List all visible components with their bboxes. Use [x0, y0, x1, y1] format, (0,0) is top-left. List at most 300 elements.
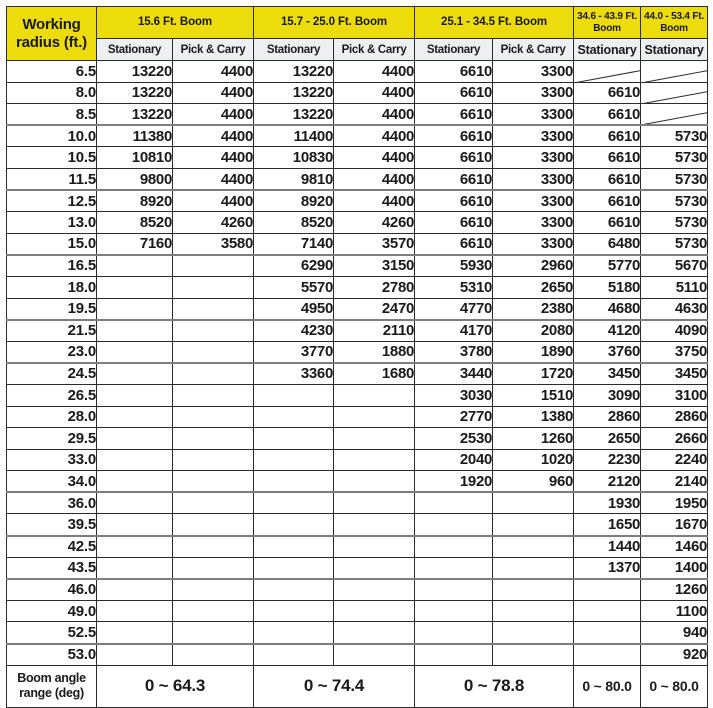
capacity-cell — [334, 644, 415, 666]
capacity-cell: 3580 — [173, 233, 254, 255]
capacity-cell — [97, 384, 173, 406]
boom-angle-range-row — [7, 665, 708, 707]
capacity-cell: 2120 — [574, 471, 641, 493]
capacity-cell — [254, 536, 334, 558]
table-body — [7, 61, 708, 666]
capacity-cell — [334, 622, 415, 644]
capacity-cell: 6610 — [415, 104, 493, 126]
capacity-cell: 4950 — [254, 298, 334, 320]
table-row — [7, 233, 708, 255]
capacity-cell: 1440 — [574, 536, 641, 558]
capacity-cell — [173, 471, 254, 493]
capacity-cell: 1020 — [493, 449, 574, 471]
subheader-g2-pick-and-carry: Pick & Carry — [334, 39, 415, 61]
capacity-cell: 6610 — [574, 104, 641, 126]
working-radius-value: 16.5 — [7, 255, 97, 277]
capacity-cell: 13220 — [97, 61, 173, 83]
capacity-cell: 4770 — [415, 298, 493, 320]
capacity-cell — [415, 579, 493, 601]
capacity-cell: 4260 — [173, 212, 254, 234]
capacity-cell-not-applicable — [641, 82, 708, 104]
capacity-cell — [254, 622, 334, 644]
capacity-cell: 1260 — [493, 428, 574, 450]
capacity-cell — [173, 600, 254, 622]
capacity-cell: 920 — [641, 644, 708, 666]
table-row — [7, 557, 708, 579]
capacity-cell: 4260 — [334, 212, 415, 234]
capacity-cell — [97, 644, 173, 666]
capacity-cell — [173, 644, 254, 666]
capacity-cell: 6610 — [574, 147, 641, 169]
capacity-cell: 13220 — [254, 61, 334, 83]
boom-angle-range-g5: 0 ~ 80.0 — [641, 665, 708, 707]
capacity-cell: 10830 — [254, 147, 334, 169]
working-radius-value: 18.0 — [7, 276, 97, 298]
capacity-cell — [254, 406, 334, 428]
capacity-cell — [493, 600, 574, 622]
table-row — [7, 147, 708, 169]
capacity-cell: 2770 — [415, 406, 493, 428]
capacity-cell: 6610 — [415, 190, 493, 212]
boom-group-header-2: 15.7 - 25.0 Ft. Boom — [254, 7, 415, 39]
working-radius-value: 21.5 — [7, 320, 97, 342]
boom-angle-range-g2: 0 ~ 74.4 — [254, 665, 415, 707]
boom-angle-label-line1: Boom angle — [17, 671, 86, 686]
working-radius-value: 6.5 — [7, 61, 97, 83]
table-row — [7, 384, 708, 406]
capacity-cell: 4120 — [574, 320, 641, 342]
capacity-cell: 1460 — [641, 536, 708, 558]
subheader-g2-stationary: Stationary — [254, 39, 334, 61]
capacity-cell — [97, 255, 173, 277]
subheader-g5-stationary: Stationary — [641, 39, 708, 61]
capacity-cell — [254, 449, 334, 471]
table-row — [7, 276, 708, 298]
capacity-cell: 4400 — [334, 147, 415, 169]
capacity-cell — [254, 384, 334, 406]
capacity-cell: 5930 — [415, 255, 493, 277]
capacity-cell: 3100 — [641, 384, 708, 406]
capacity-cell: 5730 — [641, 125, 708, 147]
capacity-cell: 8520 — [254, 212, 334, 234]
header-row-boom-groups — [7, 7, 708, 39]
table-row — [7, 622, 708, 644]
working-radius-value: 13.0 — [7, 212, 97, 234]
table-row — [7, 579, 708, 601]
capacity-cell — [173, 428, 254, 450]
table-row — [7, 298, 708, 320]
working-radius-line1: Working — [22, 16, 81, 34]
capacity-cell — [415, 600, 493, 622]
table-row — [7, 644, 708, 666]
capacity-cell — [574, 644, 641, 666]
capacity-cell: 5730 — [641, 168, 708, 190]
capacity-cell: 13220 — [97, 104, 173, 126]
capacity-cell: 1100 — [641, 600, 708, 622]
capacity-cell: 4680 — [574, 298, 641, 320]
capacity-cell — [97, 298, 173, 320]
working-radius-value: 24.5 — [7, 363, 97, 385]
capacity-cell: 4400 — [334, 82, 415, 104]
crane-load-chart-table — [6, 6, 708, 708]
working-radius-value: 29.5 — [7, 428, 97, 450]
table-footer — [7, 665, 708, 707]
capacity-cell: 1950 — [641, 492, 708, 514]
capacity-cell: 2650 — [493, 276, 574, 298]
capacity-cell — [254, 492, 334, 514]
capacity-cell — [334, 579, 415, 601]
capacity-cell — [415, 557, 493, 579]
table-row — [7, 212, 708, 234]
capacity-cell: 2860 — [574, 406, 641, 428]
capacity-cell — [574, 622, 641, 644]
capacity-cell: 3450 — [641, 363, 708, 385]
subheader-g3-pick-and-carry: Pick & Carry — [493, 39, 574, 61]
capacity-cell — [97, 600, 173, 622]
capacity-cell — [493, 536, 574, 558]
capacity-cell — [334, 406, 415, 428]
capacity-cell: 3440 — [415, 363, 493, 385]
capacity-cell: 5730 — [641, 212, 708, 234]
capacity-cell: 3450 — [574, 363, 641, 385]
working-radius-value: 19.5 — [7, 298, 97, 320]
capacity-cell: 5730 — [641, 233, 708, 255]
capacity-cell: 3750 — [641, 341, 708, 363]
capacity-cell-not-applicable — [641, 104, 708, 126]
capacity-cell — [254, 471, 334, 493]
capacity-cell: 6610 — [574, 212, 641, 234]
capacity-cell — [97, 276, 173, 298]
capacity-cell: 10810 — [97, 147, 173, 169]
capacity-cell: 2240 — [641, 449, 708, 471]
capacity-cell — [415, 492, 493, 514]
working-radius-value: 52.5 — [7, 622, 97, 644]
capacity-cell: 4170 — [415, 320, 493, 342]
table-row — [7, 255, 708, 277]
header-row-subcolumns — [7, 39, 708, 61]
capacity-cell-not-applicable — [574, 61, 641, 83]
capacity-cell: 4400 — [334, 104, 415, 126]
working-radius-value: 46.0 — [7, 579, 97, 601]
working-radius-value: 34.0 — [7, 471, 97, 493]
capacity-cell — [97, 449, 173, 471]
subheader-g1-stationary: Stationary — [97, 39, 173, 61]
capacity-cell: 7160 — [97, 233, 173, 255]
capacity-cell: 3300 — [493, 168, 574, 190]
capacity-cell — [254, 579, 334, 601]
boom-angle-label-line2: range (deg) — [19, 686, 84, 701]
capacity-cell: 6610 — [574, 168, 641, 190]
capacity-cell: 6610 — [574, 125, 641, 147]
capacity-cell: 6610 — [415, 147, 493, 169]
capacity-cell — [493, 557, 574, 579]
capacity-cell: 4400 — [334, 190, 415, 212]
capacity-cell: 5570 — [254, 276, 334, 298]
capacity-cell: 11400 — [254, 125, 334, 147]
capacity-cell: 5180 — [574, 276, 641, 298]
capacity-cell: 1380 — [493, 406, 574, 428]
capacity-cell: 6610 — [574, 82, 641, 104]
capacity-cell: 6610 — [415, 212, 493, 234]
capacity-cell — [97, 492, 173, 514]
table-row — [7, 320, 708, 342]
capacity-cell — [173, 536, 254, 558]
table-row — [7, 168, 708, 190]
capacity-cell — [173, 363, 254, 385]
table-row — [7, 341, 708, 363]
capacity-cell: 3300 — [493, 61, 574, 83]
capacity-cell: 13220 — [254, 104, 334, 126]
capacity-cell: 4630 — [641, 298, 708, 320]
capacity-cell — [493, 622, 574, 644]
capacity-cell — [334, 600, 415, 622]
capacity-cell: 2380 — [493, 298, 574, 320]
capacity-cell: 2230 — [574, 449, 641, 471]
table-row — [7, 104, 708, 126]
capacity-cell — [254, 514, 334, 536]
working-radius-value: 43.5 — [7, 557, 97, 579]
capacity-cell — [97, 471, 173, 493]
subheader-g1-pick-and-carry: Pick & Carry — [173, 39, 254, 61]
table-row — [7, 600, 708, 622]
capacity-cell: 4400 — [173, 168, 254, 190]
capacity-cell — [415, 514, 493, 536]
working-radius-value: 53.0 — [7, 644, 97, 666]
table-row — [7, 449, 708, 471]
capacity-cell: 1650 — [574, 514, 641, 536]
capacity-cell — [334, 471, 415, 493]
boom-angle-range-g3: 0 ~ 78.8 — [415, 665, 574, 707]
capacity-cell: 3150 — [334, 255, 415, 277]
capacity-cell — [173, 298, 254, 320]
capacity-cell — [173, 255, 254, 277]
capacity-cell: 3770 — [254, 341, 334, 363]
capacity-cell: 8920 — [97, 190, 173, 212]
capacity-cell: 1680 — [334, 363, 415, 385]
capacity-cell: 4400 — [173, 104, 254, 126]
capacity-cell — [334, 492, 415, 514]
capacity-cell: 3300 — [493, 190, 574, 212]
boom-angle-range-label — [7, 665, 97, 707]
capacity-cell: 4400 — [173, 190, 254, 212]
capacity-cell: 5730 — [641, 147, 708, 169]
table-row — [7, 406, 708, 428]
capacity-cell — [493, 579, 574, 601]
capacity-cell: 9800 — [97, 168, 173, 190]
boom-group-header-3: 25.1 - 34.5 Ft. Boom — [415, 7, 574, 39]
table-header — [7, 7, 708, 61]
capacity-cell: 1510 — [493, 384, 574, 406]
working-radius-value: 23.0 — [7, 341, 97, 363]
capacity-cell: 4400 — [334, 125, 415, 147]
capacity-cell: 1880 — [334, 341, 415, 363]
capacity-cell: 7140 — [254, 233, 334, 255]
capacity-cell: 6610 — [415, 168, 493, 190]
capacity-cell — [334, 536, 415, 558]
capacity-cell: 960 — [493, 471, 574, 493]
capacity-cell: 4400 — [173, 147, 254, 169]
capacity-cell — [173, 449, 254, 471]
capacity-cell: 5310 — [415, 276, 493, 298]
capacity-cell — [254, 644, 334, 666]
capacity-cell: 2110 — [334, 320, 415, 342]
capacity-cell: 8920 — [254, 190, 334, 212]
capacity-cell — [173, 492, 254, 514]
capacity-cell: 5110 — [641, 276, 708, 298]
working-radius-value: 26.5 — [7, 384, 97, 406]
capacity-cell: 3300 — [493, 125, 574, 147]
capacity-cell: 2650 — [574, 428, 641, 450]
capacity-cell: 4400 — [173, 61, 254, 83]
capacity-cell — [97, 406, 173, 428]
capacity-cell: 6610 — [415, 61, 493, 83]
capacity-cell: 5670 — [641, 255, 708, 277]
capacity-cell: 6290 — [254, 255, 334, 277]
capacity-cell: 1260 — [641, 579, 708, 601]
capacity-cell: 2660 — [641, 428, 708, 450]
working-radius-value: 15.0 — [7, 233, 97, 255]
capacity-cell: 6610 — [415, 233, 493, 255]
capacity-cell: 2780 — [334, 276, 415, 298]
capacity-cell — [97, 579, 173, 601]
working-radius-value: 36.0 — [7, 492, 97, 514]
table-row — [7, 190, 708, 212]
capacity-cell: 4400 — [173, 125, 254, 147]
capacity-cell — [97, 428, 173, 450]
capacity-cell — [334, 449, 415, 471]
capacity-cell: 3090 — [574, 384, 641, 406]
capacity-cell-not-applicable — [641, 61, 708, 83]
table-row — [7, 492, 708, 514]
capacity-cell: 1920 — [415, 471, 493, 493]
capacity-cell: 3760 — [574, 341, 641, 363]
capacity-cell: 2530 — [415, 428, 493, 450]
capacity-cell: 13220 — [97, 82, 173, 104]
capacity-cell: 6610 — [415, 125, 493, 147]
working-radius-value: 10.5 — [7, 147, 97, 169]
capacity-cell: 1930 — [574, 492, 641, 514]
working-radius-value: 42.5 — [7, 536, 97, 558]
capacity-cell — [254, 428, 334, 450]
table-row — [7, 82, 708, 104]
capacity-cell: 4400 — [173, 82, 254, 104]
table-row — [7, 514, 708, 536]
capacity-cell — [173, 406, 254, 428]
capacity-cell: 3300 — [493, 104, 574, 126]
table-row — [7, 536, 708, 558]
working-radius-value: 8.5 — [7, 104, 97, 126]
capacity-cell — [97, 320, 173, 342]
capacity-cell: 2860 — [641, 406, 708, 428]
table-row — [7, 428, 708, 450]
capacity-cell: 3300 — [493, 233, 574, 255]
capacity-cell — [173, 622, 254, 644]
capacity-cell: 1670 — [641, 514, 708, 536]
capacity-cell: 2040 — [415, 449, 493, 471]
capacity-cell — [493, 514, 574, 536]
boom-group-header-5: 44.0 - 53.4 Ft. Boom — [641, 7, 708, 39]
capacity-cell: 1890 — [493, 341, 574, 363]
working-radius-line2: radius (ft.) — [16, 33, 87, 51]
capacity-cell: 2080 — [493, 320, 574, 342]
working-radius-value: 49.0 — [7, 600, 97, 622]
capacity-cell: 6480 — [574, 233, 641, 255]
capacity-cell — [97, 536, 173, 558]
capacity-cell — [173, 514, 254, 536]
capacity-cell: 3780 — [415, 341, 493, 363]
working-radius-value: 33.0 — [7, 449, 97, 471]
capacity-cell: 8520 — [97, 212, 173, 234]
capacity-cell: 4230 — [254, 320, 334, 342]
table-row — [7, 61, 708, 83]
capacity-cell — [415, 536, 493, 558]
capacity-cell: 1400 — [641, 557, 708, 579]
capacity-cell: 6610 — [574, 190, 641, 212]
capacity-cell — [334, 557, 415, 579]
capacity-cell — [97, 363, 173, 385]
capacity-cell: 4400 — [334, 168, 415, 190]
capacity-cell — [173, 276, 254, 298]
capacity-cell: 3360 — [254, 363, 334, 385]
capacity-cell — [97, 514, 173, 536]
capacity-cell: 2960 — [493, 255, 574, 277]
capacity-cell — [334, 514, 415, 536]
table-row — [7, 125, 708, 147]
table-row — [7, 363, 708, 385]
capacity-cell: 11380 — [97, 125, 173, 147]
capacity-cell: 2470 — [334, 298, 415, 320]
working-radius-value: 12.5 — [7, 190, 97, 212]
capacity-cell — [173, 557, 254, 579]
capacity-cell — [415, 622, 493, 644]
capacity-cell: 3570 — [334, 233, 415, 255]
working-radius-value: 39.5 — [7, 514, 97, 536]
capacity-cell — [493, 492, 574, 514]
boom-group-header-1: 15.6 Ft. Boom — [97, 7, 254, 39]
capacity-cell: 4400 — [334, 61, 415, 83]
capacity-cell: 1370 — [574, 557, 641, 579]
capacity-cell: 9810 — [254, 168, 334, 190]
capacity-cell: 3030 — [415, 384, 493, 406]
capacity-cell: 3300 — [493, 82, 574, 104]
capacity-cell — [415, 644, 493, 666]
working-radius-header — [7, 7, 97, 61]
working-radius-value: 28.0 — [7, 406, 97, 428]
capacity-cell: 3300 — [493, 212, 574, 234]
capacity-cell — [173, 384, 254, 406]
capacity-cell — [97, 341, 173, 363]
table-row — [7, 471, 708, 493]
capacity-cell — [173, 320, 254, 342]
capacity-cell: 6610 — [415, 82, 493, 104]
capacity-cell — [334, 428, 415, 450]
boom-angle-range-g1: 0 ~ 64.3 — [97, 665, 254, 707]
working-radius-value: 10.0 — [7, 125, 97, 147]
capacity-cell: 1720 — [493, 363, 574, 385]
working-radius-value: 8.0 — [7, 82, 97, 104]
capacity-cell: 2140 — [641, 471, 708, 493]
capacity-cell: 3300 — [493, 147, 574, 169]
boom-group-header-4: 34.6 - 43.9 Ft. Boom — [574, 7, 641, 39]
capacity-cell: 5730 — [641, 190, 708, 212]
capacity-cell — [173, 341, 254, 363]
capacity-cell — [493, 644, 574, 666]
subheader-g4-stationary: Stationary — [574, 39, 641, 61]
capacity-cell — [334, 384, 415, 406]
capacity-cell: 5770 — [574, 255, 641, 277]
working-radius-value: 11.5 — [7, 168, 97, 190]
capacity-cell — [97, 622, 173, 644]
